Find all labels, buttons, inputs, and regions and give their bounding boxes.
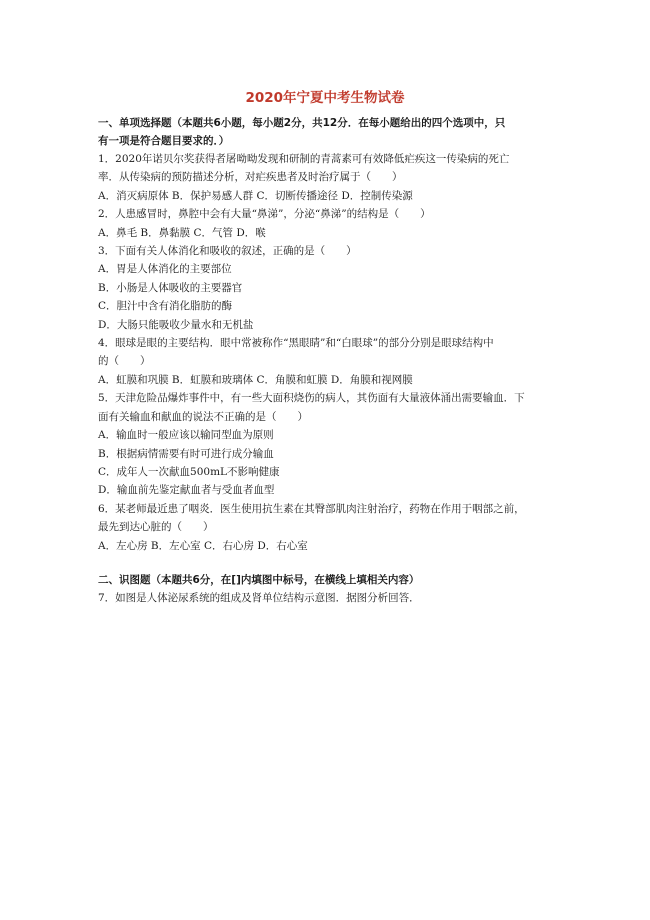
question-1-stem-line2: 率．从传染病的预防描述分析，对疟疾患者及时治疗属于（ ） (98, 171, 403, 184)
question-5-option-a: A．输血时一般应该以输同型血为原则 (98, 429, 274, 442)
question-6 (98, 500, 553, 555)
question-5 (98, 389, 553, 499)
question-4 (98, 334, 553, 389)
question-3-option-a: A．胃是人体消化的主要部位 (98, 263, 232, 276)
question-1-stem-line1: 1．2020年诺贝尔奖获得者屠呦呦发现和研制的青蒿素可有效降低疟疾这一传染病的死亡 (98, 153, 510, 165)
question-5-option-c: C．成年人一次献血500mL不影响健康 (98, 465, 280, 478)
question-7-stem: 7．如图是人体泌尿系统的组成及肾单位结构示意图．据图分析回答． (98, 591, 420, 604)
question-3-option-b: B．小肠是人体吸收的主要器官 (98, 281, 243, 294)
question-5-option-b: B．根据病情需要有时可进行成分输血 (98, 447, 274, 460)
section-spacer (98, 555, 553, 571)
question-4-stem-line1: 4．眼球是眼的主要结构．眼中常被称作“黑眼睛”和“白眼球”的部分分别是眼球结构中 (98, 337, 494, 350)
question-2-stem-line1: 2．人患感冒时，鼻腔中会有大量“鼻涕”，分泌“鼻涕”的结构是（ ） (98, 208, 431, 221)
section1-heading-line1: 一、单项选择题（本题共6小题，每小题2分，共12分．在每小题给出的四个选项中，只 (98, 117, 506, 129)
section2-heading: 二、识图题（本题共6分，在[]内填图中标号，在横线上填相关内容） (98, 573, 420, 586)
question-6-options: A．左心房 B．左心室 C．右心房 D．右心室 (98, 539, 308, 552)
question-6-stem-line2: 最先到达心脏的（ ） (98, 521, 214, 534)
question-3 (98, 242, 553, 334)
question-4-stem-line2: 的（ ） (98, 355, 151, 368)
question-5-stem-line1: 5．天津危险品爆炸事件中，有一些大面积烧伤的病人，其伤面有大量液体涌出需要输血．下 (98, 392, 525, 405)
question-6-stem-line1: 6．某老师最近患了咽炎．医生使用抗生素在其臀部肌肉注射治疗，药物在作用于咽部之前， (98, 502, 525, 515)
question-2 (98, 205, 553, 242)
question-5-stem-line2: 面有关输血和献血的说法不正确的是（ ） (98, 410, 308, 423)
question-3-stem-line1: 3．下面有关人体消化和吸收的叙述，正确的是（ ） (98, 245, 357, 258)
question-4-options: A．虹膜和巩膜 B．虹膜和玻璃体 C．角膜和虹膜 D．角膜和视网膜 (98, 373, 413, 386)
section1-heading-line2: 有一项是符合题目要求的．） (98, 135, 230, 147)
exam-content (98, 114, 553, 607)
question-1 (98, 150, 553, 205)
question-2-options: A．鼻毛 B．鼻黏膜 C．气管 D．喉 (98, 226, 266, 239)
exam-title: 2020年宁夏中考生物试卷 (245, 90, 405, 106)
question-3-option-d: D．大肠只能吸收少量水和无机盐 (98, 318, 254, 331)
question-5-option-d: D．输血前先鉴定献血者与受血者血型 (98, 484, 275, 497)
question-1-options: A．消灭病原体 B．保护易感人群 C．切断传播途径 D．控制传染源 (98, 189, 413, 202)
question-3-option-c: C．胆汁中含有消化脂肪的酶 (98, 300, 233, 313)
